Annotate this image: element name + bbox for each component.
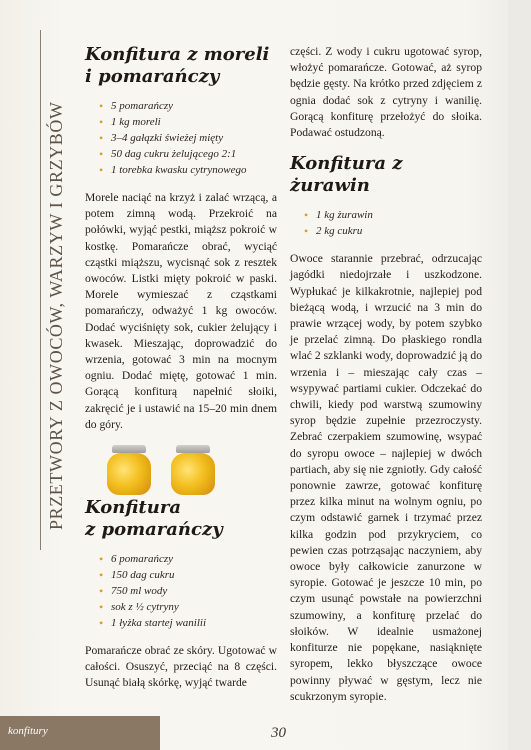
bullet-icon: • <box>99 568 104 583</box>
ingredient-item <box>99 615 277 631</box>
recipe2-title-line2: z pomarańczy <box>85 519 223 541</box>
recipe3-ingredients <box>304 207 482 239</box>
recipe1-title <box>85 44 277 88</box>
ingredient-text: 1 łyżka startej wanilii <box>111 617 207 630</box>
bullet-icon: • <box>99 616 104 631</box>
footer-section-label: konfitury <box>8 725 48 737</box>
bullet-icon: • <box>304 224 309 239</box>
ingredient-item <box>99 567 277 583</box>
recipe1-ingredients <box>99 98 277 178</box>
jam-jar-icon <box>107 445 151 495</box>
ingredient-item <box>99 130 277 146</box>
ingredient-text: 3–4 gałązki świeżej mięty <box>111 132 224 144</box>
ingredient-text: sok z ½ cytryny <box>111 601 179 614</box>
ingredient-text: 6 pomarańczy <box>111 553 174 566</box>
next-page-edge <box>508 0 531 750</box>
ingredient-item <box>99 146 277 162</box>
ingredient-text: 150 dag cukru <box>111 569 175 582</box>
ingredient-text: 5 pomarańczy <box>111 100 174 112</box>
jar-photo <box>107 445 227 505</box>
page-number: 30 <box>271 725 286 741</box>
recipe3-body: Owoce starannie przebrać, odrzucając jagódki niedojrzałe i uszkodzone. Wypłukać je kilkakrotnie, najlepiej pod bieżącą wodą, i wrzucić na 3 min do prawie wrzącej wody, by potem szybko je przelać zimną. Do płaskiego rondla wlać 2 szklanki wody, doprowadzić ją do wrzenia i – mieszając cały czas – wsypywać partiami cukier. Odczekać do chwili, kiedy pod warstwą szumowiny syrop będzie zupełnie przezroczysty. Zebrać czerpakiem szumowinę, wsypać do syropu owoce – najlepiej w dwóch partiach, aby się nie zgniotły. Gdy całość ponownie zawrze, gotować konfiturę przez kilka minut na wolnym ogniu, po czym odstawić garnek i trzymać przez kilka godzin pod przykryciem, co pewien czas potrząsając naczyniem, aby owoce były całkowicie zanurzone w syropie. Gotować je jeszcze 10 min, po czym usunąć powstałe na powierzchni szumowiny, a konfiturę przelać do słoików. W idealnie usmażonej konfiturze nie popękane, nasiąknięte syropem, lekko błyszczące owoce powinny pływać w gęstym, lecz nie scukrzonym syropie. <box>290 252 482 703</box>
ingredient-item <box>99 98 277 114</box>
bullet-icon: • <box>99 600 104 615</box>
right-column <box>290 44 482 705</box>
ingredient-item <box>99 599 277 615</box>
ingredient-item <box>99 551 277 567</box>
ingredient-text: 1 kg moreli <box>111 116 161 128</box>
bullet-icon: • <box>304 208 309 223</box>
bullet-icon: • <box>99 131 104 145</box>
bullet-icon: • <box>99 99 104 113</box>
ingredient-text: 1 kg żurawin <box>316 209 373 222</box>
bullet-icon: • <box>99 552 104 567</box>
left-column <box>85 44 277 692</box>
ingredient-item <box>99 583 277 599</box>
recipe2-ingredients <box>99 551 277 631</box>
ingredient-text: 750 ml wody <box>111 585 168 598</box>
recipe1-title-line1: Konfitura z moreli <box>85 44 270 65</box>
ingredient-text: 1 torebka kwasku cytrynowego <box>111 164 247 176</box>
side-title: PRZETWORY Z OWOCÓW, WARZYW I GRZYBÓW <box>46 101 66 530</box>
recipe2-body-right: części. Z wody i cukru ugotować syrop, włożyć pomarańcze. Gotować, aż syrop będzie gęsty. Na krótko przed zdjęciem z ognia dodać sok z cytryny i wanilię. Gorącą konfiturę przełożyć do słoika. Podawać ostudzoną. <box>290 45 482 140</box>
bullet-icon: • <box>99 147 104 161</box>
recipe2-body-left: Pomarańcze obrać ze skóry. Ugotować w całości. Osuszyć, przeciąć na 8 części. Usunąć białą skórkę, wyjąć twarde <box>85 644 277 690</box>
recipe1-title-line2: i pomarańczy <box>85 66 220 87</box>
ingredient-item <box>99 162 277 178</box>
ingredient-item <box>304 207 482 223</box>
side-rule <box>40 30 41 550</box>
jam-jar-icon <box>171 445 215 495</box>
ingredient-text: 50 dag cukru żelującego 2:1 <box>111 148 237 160</box>
ingredient-item <box>99 114 277 130</box>
ingredient-item <box>304 223 482 239</box>
bullet-icon: • <box>99 163 104 177</box>
bullet-icon: • <box>99 584 104 599</box>
bullet-icon: • <box>99 115 104 129</box>
recipe3-title: Konfitura z żurawin <box>290 153 403 197</box>
ingredient-text: 2 kg cukru <box>316 225 363 238</box>
recipe1-body: Morele naciąć na krzyż i zalać wrzącą, a potem zimną wodą. Przekroić na połówki, wyjąć pestki, miąższ pokroić w kostkę. Pomarańcze obrać, wyciąć cząstki miąższu, wycisnąć sok z resztek owoców. Listki mięty pokroić w paski. Morele wymieszać z cząstkami pomarańczy, odważyć 1 kg owoców. Dodać wyciśnięty sok, cukier żelujący i kwasek. Mieszając, doprowadzić do wrzenia, gotować 3 min na mocnym ogniu. Dodać miętę, gotować 1 min. Gorącą konfiturą napełnić słoiki, zakręcić je i ustawić na 15–20 min dnem do góry. <box>85 191 277 431</box>
recipe2-title-line1: Konfitura <box>85 497 181 519</box>
